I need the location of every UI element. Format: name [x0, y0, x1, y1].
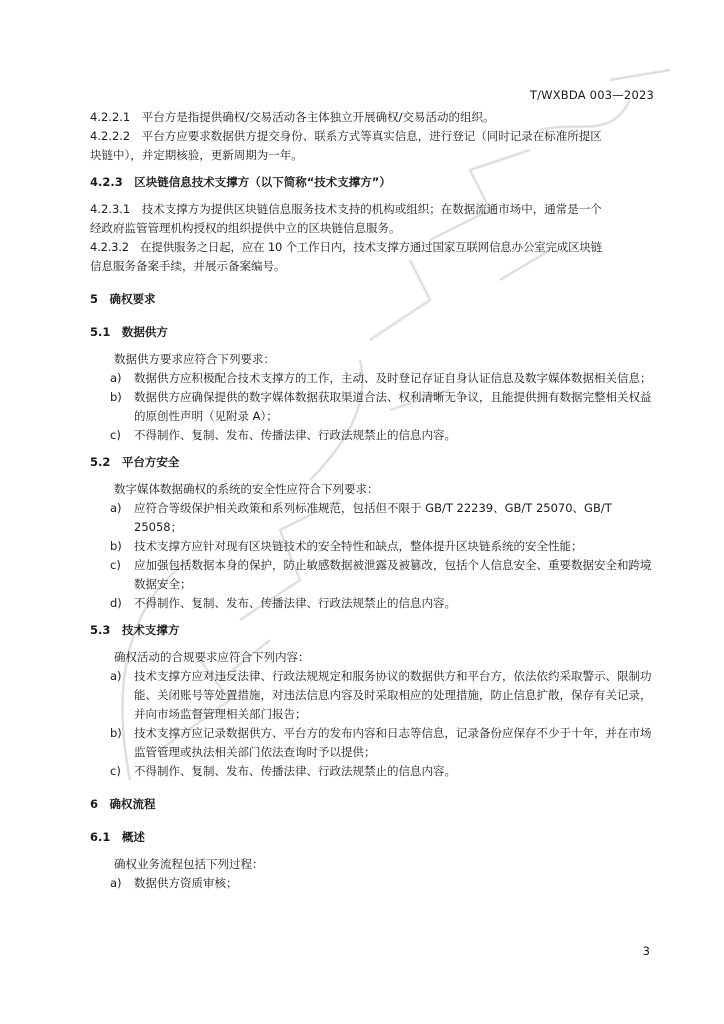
- section-5-2-intro: 数字媒体数据确权的系统的安全性应符合下列要求：: [114, 482, 379, 496]
- list-item-text: 数据供方应积极配合技术支撑方的工作，主动、及时登记存证自身认证信息及数字媒体数据相关信息；: [134, 371, 652, 385]
- list-item: [90, 426, 656, 445]
- list-item: [90, 874, 656, 893]
- list-item-marker: a): [110, 501, 122, 515]
- section-heading-5-1: 5.1 数据供方: [90, 325, 168, 339]
- list-item-marker: b): [110, 539, 122, 553]
- section-5-3-intro: 确权活动的合规要求应符合下列内容：: [114, 650, 310, 664]
- list-item-text: 数据供方应确保提供的数字媒体数据获取渠道合法、权利清晰无争议，且能提供拥有数据完整相关权益的原创性声明（见附录 A）；: [134, 390, 652, 423]
- clause-4-2-3-1-line-1: 4.2.3.1 技术支撑方为提供区块链信息服务技术支持的机构或组织；在数据流通市场中，通常是一个: [90, 202, 602, 216]
- list-item-marker: c): [110, 558, 121, 572]
- section-5-1-list: [90, 369, 656, 445]
- document-body: [90, 108, 656, 893]
- list-item-text: 不得制作、复制、发布、传播法律、行政法规禁止的信息内容。: [134, 764, 456, 778]
- list-item-marker: c): [110, 764, 121, 778]
- section-heading-5: 5 确权要求: [90, 292, 156, 306]
- list-item: [90, 594, 656, 613]
- section-heading-6-1: 6.1 概述: [90, 830, 145, 844]
- section-6-1-intro: 确权业务流程包括下列过程：: [114, 857, 264, 871]
- list-item-marker: a): [110, 371, 122, 385]
- section-6-1-list: [90, 874, 656, 893]
- list-item-marker: a): [110, 669, 122, 683]
- list-item-marker: b): [110, 390, 122, 404]
- section-5-1-intro: 数据供方要求应符合下列要求：: [114, 352, 275, 366]
- list-item: [90, 537, 656, 556]
- list-item-text: 数据供方资质审核；: [134, 876, 238, 890]
- list-item-text: 不得制作、复制、发布、传播法律、行政法规禁止的信息内容。: [134, 596, 456, 610]
- list-item-text: 不得制作、复制、发布、传播法律、行政法规禁止的信息内容。: [134, 428, 456, 442]
- list-item: [90, 369, 656, 388]
- clause-4-2-2-1: 4.2.2.1 平台方是指提供确权/交易活动各主体独立开展确权/交易活动的组织。: [90, 110, 495, 124]
- document-code: T/WXBDA 003—2023: [529, 88, 654, 102]
- page-number: 3: [642, 944, 650, 958]
- clause-4-2-2-2-line-2: 块链中），并定期核验，更新周期为一年。: [90, 148, 303, 162]
- list-item: [90, 388, 656, 426]
- section-heading-6: 6 确权流程: [90, 797, 156, 811]
- list-item-text: 应加强包括数据本身的保护，防止敏感数据被泄露及被篡改，包括个人信息安全、重要数据安全和跨境数据安全；: [134, 558, 652, 591]
- list-item: [90, 667, 656, 724]
- list-item: [90, 724, 656, 762]
- clause-4-2-3-2-line-2: 信息服务备案手续，并展示备案编号。: [90, 259, 286, 273]
- section-5-2-list: [90, 499, 656, 613]
- list-item: [90, 499, 656, 537]
- clause-4-2-2-2-line-1: 4.2.2.2 平台方应要求数据供方提交身份、联系方式等真实信息，进行登记（同时记录在标准所提区: [90, 129, 602, 143]
- section-heading-5-3: 5.3 技术支撑方: [90, 623, 180, 637]
- section-5-3-list: [90, 667, 656, 781]
- list-item-marker: b): [110, 726, 122, 740]
- list-item-marker: a): [110, 876, 122, 890]
- list-item-marker: c): [110, 428, 121, 442]
- list-item-text: 技术支撑方应记录数据供方、平台方的发布内容和日志等信息，记录备份应保存不少于十年，并在市场监管管理或执法相关部门依法查询时予以提供；: [134, 726, 652, 759]
- list-item: [90, 556, 656, 594]
- section-heading-5-2: 5.2 平台方安全: [90, 455, 180, 469]
- clause-4-2-3-1-line-2: 经政府监管管理机构授权的组织提供中立的区块链信息服务。: [90, 221, 401, 235]
- list-item-marker: d): [110, 596, 122, 610]
- section-heading-4-2-3: 4.2.3 区块链信息技术支撑方（以下简称“技术支撑方”）: [90, 175, 391, 189]
- clause-4-2-3-2-line-1: 4.2.3.2 在提供服务之日起，应在 10 个工作日内，技术支撑方通过国家互联网信息办公室完成区块链: [90, 240, 602, 254]
- list-item-text: 技术支撑方应针对现有区块链技术的安全特性和缺点，整体提升区块链系统的安全性能；: [134, 539, 583, 553]
- list-item: [90, 762, 656, 781]
- list-item-text: 技术支撑方应对违反法律、行政法规规定和服务协议的数据供方和平台方，依法依约采取警示、限制功能、关闭账号等处置措施，对违法信息内容及时采取相应的处理措施，防止信息扩散，保存有关记录，并向市场监督管理相关部门报告；: [134, 669, 652, 721]
- list-item-text: 应符合等级保护相关政策和系列标准规范，包括但不限于 GB/T 22239、GB/T 25070、GB/T 25058；: [134, 501, 612, 534]
